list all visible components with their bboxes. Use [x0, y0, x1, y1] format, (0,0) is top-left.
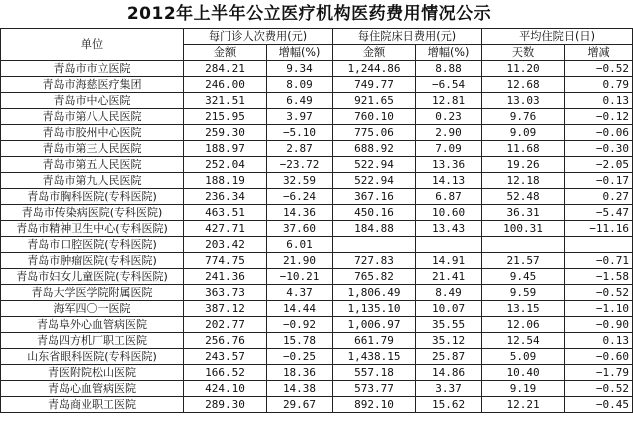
table-row	[1, 61, 633, 77]
table-body	[1, 61, 633, 413]
cell-inpatient-growth: 7.09	[416, 141, 482, 157]
cell-inpatient-amount: 688.92	[333, 141, 416, 157]
cell-stay-days: 36.31	[482, 205, 565, 221]
cell-stay-days: 9.76	[482, 109, 565, 125]
cell-inpatient-amount: 184.88	[333, 221, 416, 237]
cell-outpatient-growth: 32.59	[267, 173, 333, 189]
table-row	[1, 109, 633, 125]
cell-stay-change: −1.79	[565, 365, 633, 381]
cell-stay-change: −0.06	[565, 125, 633, 141]
column-header-unit: 单位	[1, 29, 184, 61]
cell-inpatient-growth: 21.41	[416, 269, 482, 285]
column-header-inpatient-growth: 增幅(%)	[416, 45, 482, 61]
cell-outpatient-amount: 243.57	[184, 349, 267, 365]
cell-stay-change: −0.12	[565, 109, 633, 125]
cell-outpatient-amount: 188.19	[184, 173, 267, 189]
cell-stay-change: −2.05	[565, 157, 633, 173]
cell-outpatient-amount: 246.00	[184, 77, 267, 93]
cell-inpatient-growth: 10.60	[416, 205, 482, 221]
cell-outpatient-amount: 284.21	[184, 61, 267, 77]
cell-stay-change: −0.71	[565, 253, 633, 269]
cell-outpatient-growth: −0.25	[267, 349, 333, 365]
cell-inpatient-growth: 14.91	[416, 253, 482, 269]
cell-inpatient-amount: 1,006.97	[333, 317, 416, 333]
column-header-stay-days: 天数	[482, 45, 565, 61]
hospital-name: 青岛市妇女儿童医院(专科医院)	[1, 269, 184, 285]
cell-inpatient-amount: 921.65	[333, 93, 416, 109]
cell-stay-change	[565, 237, 633, 253]
cell-inpatient-growth: 14.86	[416, 365, 482, 381]
cell-outpatient-amount: 215.95	[184, 109, 267, 125]
cell-stay-change: −1.10	[565, 301, 633, 317]
cell-outpatient-growth: 6.01	[267, 237, 333, 253]
cell-outpatient-amount: 256.76	[184, 333, 267, 349]
cell-inpatient-growth: 13.43	[416, 221, 482, 237]
hospital-name: 青岛市第五人民医院	[1, 157, 184, 173]
hospital-name: 青岛市胸科医院(专科医院)	[1, 189, 184, 205]
cell-outpatient-growth: 3.97	[267, 109, 333, 125]
cell-outpatient-amount: 387.12	[184, 301, 267, 317]
cell-inpatient-amount: 1,244.86	[333, 61, 416, 77]
cell-inpatient-amount: 749.77	[333, 77, 416, 93]
cell-stay-days: 13.03	[482, 93, 565, 109]
cell-stay-days: 19.26	[482, 157, 565, 173]
column-group-stay: 平均住院日(日)	[482, 29, 633, 45]
cell-stay-change: 0.13	[565, 333, 633, 349]
cell-inpatient-amount: 727.83	[333, 253, 416, 269]
hospital-name: 青岛大学医学院附属医院	[1, 285, 184, 301]
cell-inpatient-growth: 0.23	[416, 109, 482, 125]
table-row	[1, 189, 633, 205]
hospital-name: 青岛市传染病医院(专科医院)	[1, 205, 184, 221]
table-row	[1, 269, 633, 285]
hospital-name: 青岛市精神卫生中心(专科医院)	[1, 221, 184, 237]
cell-stay-change: −5.47	[565, 205, 633, 221]
table-row	[1, 141, 633, 157]
cell-stay-change: −1.58	[565, 269, 633, 285]
cell-inpatient-amount: 760.10	[333, 109, 416, 125]
cell-inpatient-amount: 367.16	[333, 189, 416, 205]
cell-stay-change: −0.90	[565, 317, 633, 333]
cell-stay-days: 12.06	[482, 317, 565, 333]
cell-stay-change: −11.16	[565, 221, 633, 237]
table-row	[1, 173, 633, 189]
cell-inpatient-amount: 1,438.15	[333, 349, 416, 365]
cell-outpatient-growth: 9.34	[267, 61, 333, 77]
table-row	[1, 77, 633, 93]
cell-inpatient-amount: 450.16	[333, 205, 416, 221]
hospital-name: 青岛市中心医院	[1, 93, 184, 109]
table-row	[1, 397, 633, 413]
cell-outpatient-amount: 259.30	[184, 125, 267, 141]
table-row	[1, 349, 633, 365]
cell-inpatient-growth: 35.55	[416, 317, 482, 333]
cell-stay-days	[482, 237, 565, 253]
cell-inpatient-growth: −6.54	[416, 77, 482, 93]
table-row	[1, 157, 633, 173]
hospital-name: 山东省眼科医院(专科医院)	[1, 349, 184, 365]
cell-outpatient-amount: 252.04	[184, 157, 267, 173]
cell-outpatient-amount: 289.30	[184, 397, 267, 413]
cell-stay-days: 11.68	[482, 141, 565, 157]
cell-stay-change: 0.13	[565, 93, 633, 109]
page-title: 2012年上半年公立医疗机构医药费用情况公示	[126, 4, 492, 24]
cell-inpatient-amount: 765.82	[333, 269, 416, 285]
cell-outpatient-amount: 241.36	[184, 269, 267, 285]
column-header-outpatient-growth: 增幅(%)	[267, 45, 333, 61]
cell-inpatient-growth: 25.87	[416, 349, 482, 365]
table-row	[1, 237, 633, 253]
cell-inpatient-amount: 522.94	[333, 173, 416, 189]
cell-stay-days: 12.21	[482, 397, 565, 413]
hospital-name: 青岛市市立医院	[1, 61, 184, 77]
cell-outpatient-growth: −0.92	[267, 317, 333, 333]
cell-stay-change: −0.30	[565, 141, 633, 157]
table-row	[1, 221, 633, 237]
column-group-outpatient: 每门诊人次费用(元)	[184, 29, 333, 45]
hospital-name: 青岛阜外心血管病医院	[1, 317, 184, 333]
hospital-name: 海军四〇一医院	[1, 301, 184, 317]
cell-stay-days: 11.20	[482, 61, 565, 77]
cell-inpatient-growth: 3.37	[416, 381, 482, 397]
cell-outpatient-growth: 2.87	[267, 141, 333, 157]
cell-outpatient-growth: 21.90	[267, 253, 333, 269]
cell-outpatient-growth: 29.67	[267, 397, 333, 413]
column-group-inpatient: 每住院床日费用(元)	[333, 29, 482, 45]
hospital-name: 青岛市胶州中心医院	[1, 125, 184, 141]
cell-inpatient-amount: 573.77	[333, 381, 416, 397]
hospital-name: 青岛市第九人民医院	[1, 173, 184, 189]
cell-inpatient-growth: 8.49	[416, 285, 482, 301]
cell-stay-days: 12.68	[482, 77, 565, 93]
hospital-name: 青岛市第八人民医院	[1, 109, 184, 125]
table-row	[1, 381, 633, 397]
cell-outpatient-growth: 4.37	[267, 285, 333, 301]
hospital-name: 青岛市肿瘤医院(专科医院)	[1, 253, 184, 269]
cell-stay-days: 100.31	[482, 221, 565, 237]
cell-inpatient-growth	[416, 237, 482, 253]
hospital-name: 青岛市口腔医院(专科医院)	[1, 237, 184, 253]
cell-inpatient-amount: 1,806.49	[333, 285, 416, 301]
cell-stay-days: 21.57	[482, 253, 565, 269]
cell-outpatient-amount: 774.75	[184, 253, 267, 269]
header-row-groups	[1, 29, 633, 45]
cell-outpatient-amount: 463.51	[184, 205, 267, 221]
cell-inpatient-growth: 8.88	[416, 61, 482, 77]
table-row	[1, 125, 633, 141]
cell-stay-days: 9.59	[482, 285, 565, 301]
cell-stay-days: 9.19	[482, 381, 565, 397]
cell-inpatient-growth: 14.13	[416, 173, 482, 189]
table-row	[1, 301, 633, 317]
cell-inpatient-amount: 892.10	[333, 397, 416, 413]
cell-stay-change: −0.45	[565, 397, 633, 413]
cell-stay-change: −0.52	[565, 381, 633, 397]
cell-inpatient-amount	[333, 237, 416, 253]
cell-stay-days: 13.15	[482, 301, 565, 317]
cell-outpatient-growth: 14.44	[267, 301, 333, 317]
cell-stay-change: 0.79	[565, 77, 633, 93]
cell-outpatient-amount: 188.97	[184, 141, 267, 157]
cell-stay-days: 5.09	[482, 349, 565, 365]
cell-outpatient-growth: 6.49	[267, 93, 333, 109]
cell-outpatient-growth: −5.10	[267, 125, 333, 141]
cell-inpatient-growth: 2.90	[416, 125, 482, 141]
cell-stay-days: 12.54	[482, 333, 565, 349]
column-header-outpatient-amount: 金额	[184, 45, 267, 61]
cell-stay-days: 12.18	[482, 173, 565, 189]
cell-outpatient-growth: −6.24	[267, 189, 333, 205]
cell-outpatient-amount: 166.52	[184, 365, 267, 381]
table-row	[1, 205, 633, 221]
cell-outpatient-growth: 8.09	[267, 77, 333, 93]
cell-inpatient-growth: 13.36	[416, 157, 482, 173]
table-row	[1, 333, 633, 349]
cell-inpatient-amount: 522.94	[333, 157, 416, 173]
cell-inpatient-amount: 1,135.10	[333, 301, 416, 317]
hospital-name: 青岛市第三人民医院	[1, 141, 184, 157]
cell-inpatient-amount: 661.79	[333, 333, 416, 349]
cell-stay-days: 10.40	[482, 365, 565, 381]
cell-outpatient-amount: 203.42	[184, 237, 267, 253]
cell-outpatient-growth: 37.60	[267, 221, 333, 237]
cell-outpatient-growth: 15.78	[267, 333, 333, 349]
hospital-name: 青岛四方机厂职工医院	[1, 333, 184, 349]
cell-inpatient-growth: 6.87	[416, 189, 482, 205]
table-row	[1, 285, 633, 301]
table-row	[1, 93, 633, 109]
cell-outpatient-growth: 14.38	[267, 381, 333, 397]
cell-stay-change: −0.52	[565, 285, 633, 301]
expense-table	[0, 28, 633, 413]
column-header-stay-change: 增减	[565, 45, 633, 61]
cell-stay-days: 9.45	[482, 269, 565, 285]
cell-outpatient-growth: −23.72	[267, 157, 333, 173]
cell-inpatient-amount: 775.06	[333, 125, 416, 141]
cell-stay-days: 9.09	[482, 125, 565, 141]
hospital-name: 青岛市海慈医疗集团	[1, 77, 184, 93]
cell-inpatient-growth: 12.81	[416, 93, 482, 109]
cell-stay-change: −0.52	[565, 61, 633, 77]
cell-outpatient-growth: 14.36	[267, 205, 333, 221]
cell-outpatient-amount: 236.34	[184, 189, 267, 205]
cell-inpatient-growth: 10.07	[416, 301, 482, 317]
table-row	[1, 365, 633, 381]
table-row	[1, 317, 633, 333]
cell-outpatient-amount: 321.51	[184, 93, 267, 109]
table-row	[1, 253, 633, 269]
cell-outpatient-growth: −10.21	[267, 269, 333, 285]
hospital-name: 青医附院松山医院	[1, 365, 184, 381]
cell-outpatient-amount: 363.73	[184, 285, 267, 301]
column-header-inpatient-amount: 金额	[333, 45, 416, 61]
cell-inpatient-growth: 35.12	[416, 333, 482, 349]
cell-outpatient-amount: 427.71	[184, 221, 267, 237]
hospital-name: 青岛商业职工医院	[1, 397, 184, 413]
cell-stay-days: 52.48	[482, 189, 565, 205]
cell-outpatient-amount: 202.77	[184, 317, 267, 333]
cell-outpatient-growth: 18.36	[267, 365, 333, 381]
cell-stay-change: −0.17	[565, 173, 633, 189]
cell-inpatient-amount: 557.18	[333, 365, 416, 381]
hospital-name: 青岛心血管病医院	[1, 381, 184, 397]
cell-outpatient-amount: 424.10	[184, 381, 267, 397]
cell-inpatient-growth: 15.62	[416, 397, 482, 413]
cell-stay-change: −0.60	[565, 349, 633, 365]
cell-stay-change: 0.27	[565, 189, 633, 205]
